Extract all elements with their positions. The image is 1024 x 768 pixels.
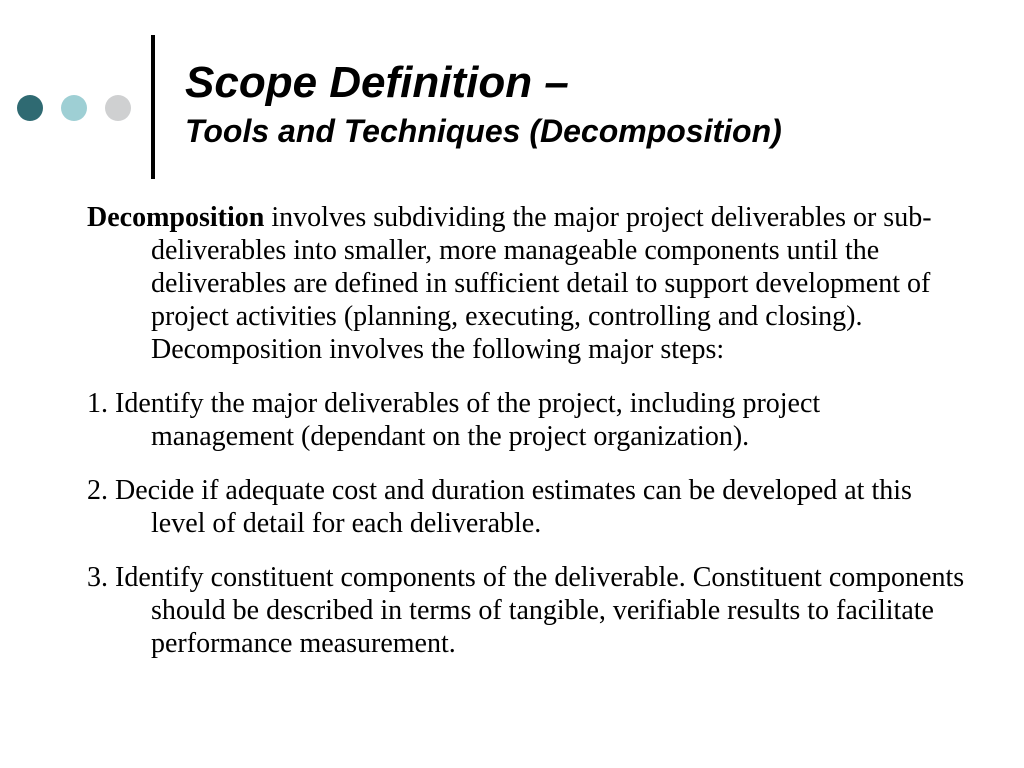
dot-light-icon bbox=[105, 95, 131, 121]
step-2: 2. Decide if adequate cost and duration estimates can be developed at this level of detail for each deliverable. bbox=[87, 475, 912, 539]
decorative-dots bbox=[17, 95, 149, 121]
intro-paragraph bbox=[87, 201, 967, 366]
title-line-2: Tools and Techniques (Decomposition) bbox=[185, 113, 782, 149]
title-divider bbox=[151, 35, 155, 179]
step-1: 1. Identify the major deliverables of the project, including project management (dependant on the project organization). bbox=[87, 388, 821, 452]
intro-text: involves subdividing the major project deliverables or sub-deliverables into smaller, more manageable components until the deliverables are defined in sufficient detail to support development of project activities (planning, executing, controlling and closing). Decomposition involves the following major steps: bbox=[151, 202, 932, 365]
dot-medium-icon bbox=[61, 95, 87, 121]
slide-body bbox=[87, 201, 967, 681]
slide-title bbox=[185, 56, 782, 152]
title-line-1: Scope Definition – bbox=[185, 58, 569, 107]
intro-term: Decomposition bbox=[87, 202, 265, 233]
dot-dark-icon bbox=[17, 95, 43, 121]
step-3: 3. Identify constituent components of the deliverable. Constituent components should be described in terms of tangible, verifiable results to facilitate performance measurement. bbox=[87, 562, 965, 659]
